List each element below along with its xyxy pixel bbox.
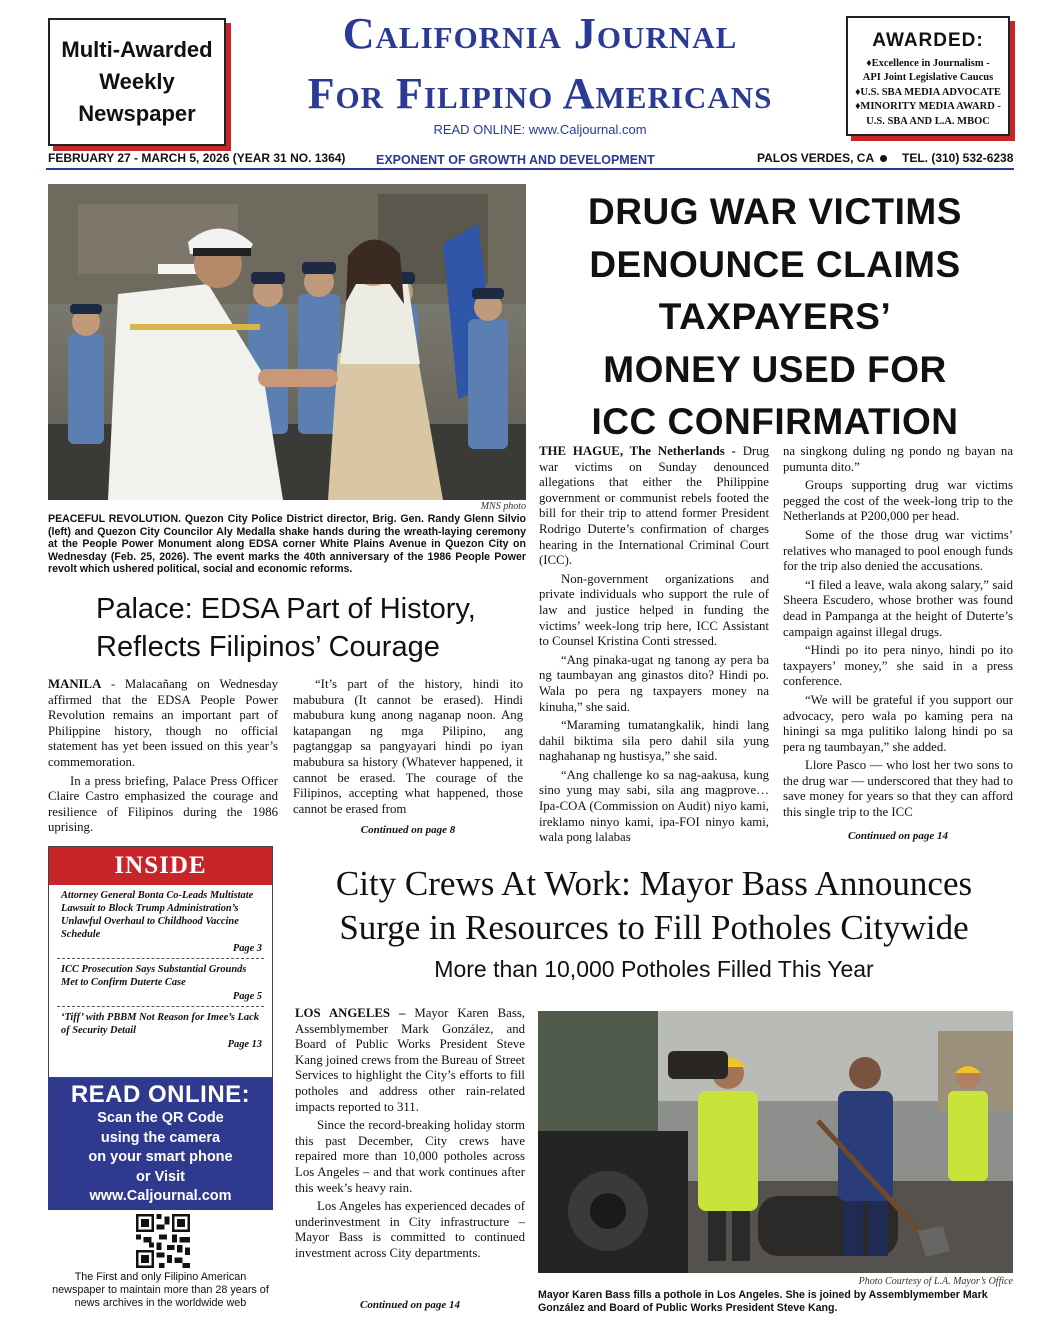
issue-date: FEBRUARY 27 - MARCH 5, 2026 (YEAR 31 NO. 1364): [48, 151, 346, 165]
drug-war-column-2: [783, 444, 1013, 824]
award-line: ♦Excellence in Journalism -: [866, 58, 990, 69]
archive-tagline: The First and only Filipino American newspaper to maintain more than 28 years of news archives in the worldwide web: [52, 1271, 269, 1309]
headline-line: TAXPAYERS’: [658, 296, 892, 337]
qr-code-icon[interactable]: [136, 1214, 190, 1268]
article-paragraph: Since the record-breaking holiday storm this past December, City crews have repaired more than 10,000 potholes across Los Angeles – and that work continues after this week’s heavy rain.: [295, 1118, 525, 1195]
inside-item-title: Attorney General Bonta Co-Leads Multistate Lawsuit to Block Trump Administration’s Unlawful Overhaul to Childhood Vaccine Schedule: [61, 890, 254, 940]
palace-column-1: [48, 677, 278, 839]
masthead-title-line2: For Filipino Americans: [307, 69, 773, 118]
masthead-rule: [46, 168, 1014, 170]
palace-column-2: [293, 677, 523, 820]
read-online-line: using the camera: [100, 1129, 221, 1146]
award-line: ♦MINORITY MEDIA AWARD -: [855, 101, 1001, 113]
read-online-line: Scan the QR Code: [97, 1110, 224, 1126]
masthead-title-line1: California Journal: [342, 9, 738, 58]
inside-item-title: ICC Prosecution Says Substantial Grounds Met to Confirm Duterte Case: [61, 964, 247, 988]
palace-continued-link[interactable]: Continued on page 8: [360, 824, 456, 836]
read-online-line: or Visit: [136, 1168, 185, 1185]
inside-item-page: Page 3: [232, 943, 262, 954]
inside-title: INSIDE: [49, 847, 272, 885]
pothole-illustration: [538, 1011, 1013, 1273]
article-paragraph: Drug war victims on Sunday denounced allegations that either the Philippine government or communist rebels footed the bill for their trip to attend former President Rodrigo Duterte’s confirmation of charges hearing in the International Criminal Court (ICC).: [539, 444, 769, 568]
headline-line: DRUG WAR VICTIMS: [588, 191, 962, 232]
award-line: API Joint Legislative Caucus: [862, 72, 994, 84]
article-paragraph: “Hindi po ito pera ninyo, hindi po ito taxpayers’ money,” she said in a press conference.: [783, 643, 1013, 689]
multi-awarded-box: [48, 18, 226, 146]
edsa-ceremony-photo: [48, 184, 526, 500]
article-paragraph: “Ang challenge ko sa nag-aakusa, kung sino yung may sabi, sila ang magprove… Ipa-COA (Commission on Audit) niyo kami, ireklamo ninyo kami, ipa-FOI ninyo kami, wala pong lalabas: [539, 767, 769, 845]
top-photo-caption: PEACEFUL REVOLUTION. Quezon City Police District director, Brig. Gen. Randy Glenn Silvio (left) and Quezon City Councilor Aly Medalla shake hands during the wreath-laying ceremony at the People Power Monument along EDSA corner White Plains Avenue in Quezon City on Wednesday (Feb. 25, 2026). The event marks the 40th anniversary of the 1986 People Power revolt which ushered political, social and economic reforms.: [48, 513, 526, 576]
article-paragraph: Mayor Karen Bass, Assemblymember Mark González, and Board of Public Works President Steve Kang joined crews from the Bureau of Street Services to highlight the City’s efforts to fill potholes and address other rain-related impacts reported to 311.: [295, 1006, 525, 1114]
article-paragraph: “Maraming tumatangkalik, hindi lang dahil biktima sila pero dahil sila yung naghahanap ng hustisya,” she said.: [539, 718, 769, 764]
awards-box: [846, 16, 1010, 136]
palace-headline[interactable]: [96, 590, 526, 666]
inside-item[interactable]: [49, 1007, 272, 1050]
article-paragraph: na singkong duling ng pondo ng bayan na pumunta dito.”: [783, 444, 1013, 474]
bullet-dot: [880, 155, 887, 162]
inside-item-page: Page 5: [232, 991, 262, 1002]
article-paragraph: Llore Pasco — who lost her two sons to the drug war — underscored that they had to save money for years so that they can afford this single trip to the ICC: [783, 758, 1013, 820]
article-paragraph: “I filed a leave, wala akong salary,” said Sheera Escudero, whose brother was found dead in Pampanga at the height of Duterte’s campaign against illegal drugs.: [783, 577, 1013, 639]
pothole-photo: [538, 1011, 1013, 1273]
city-crews-subhead: More than 10,000 Potholes Filled This Year: [434, 956, 874, 982]
article-paragraph: - Malacañang on Wednesday affirmed that the EDSA People Power Revolution remains an important part of Philippine history, though no official statement has yet been issued on this year’s commemoration.: [48, 677, 278, 769]
left-box-line: Multi-Awarded: [61, 37, 213, 62]
masthead-read-online[interactable]: READ ONLINE: www.Caljournal.com: [433, 122, 647, 137]
pothole-photo-credit: Photo Courtesy of L.A. Mayor’s Office: [858, 1276, 1013, 1287]
headline-line: ICC CONFIRMATION: [591, 401, 959, 442]
headline-line: MONEY USED FOR: [603, 348, 947, 390]
read-online-title: READ ONLINE:: [70, 1081, 251, 1108]
phone: TEL. (310) 532-6238: [902, 151, 1014, 165]
dateline-lead: THE HAGUE, The Netherlands -: [539, 444, 736, 458]
award-line: U.S. SBA AND L.A. MBOC: [866, 115, 990, 127]
inside-box: [48, 846, 273, 1078]
inside-item[interactable]: [49, 885, 272, 954]
inside-item[interactable]: [49, 959, 272, 1002]
award-line: ♦U.S. SBA MEDIA ADVOCATE: [855, 86, 1001, 98]
headline-line: City Crews At Work: Mayor Bass Announces: [335, 864, 973, 903]
inside-item-title: ‘Tiff’ with PBBM Not Reason for Imee’s Lack of Security Detail: [61, 1012, 259, 1036]
article-paragraph: Los Angeles has experienced decades of underinvestment in City infrastructure – Mayor Bass is committed to continued investment across City departments.: [295, 1199, 525, 1260]
headline-line: DENOUNCE CLAIMS: [589, 243, 961, 285]
left-box-line: Weekly: [99, 69, 175, 94]
location: PALOS VERDES, CA: [757, 151, 875, 165]
article-paragraph: Groups supporting drug war victims pegged the cost of the week-long trip to the Netherlands at P200,000 per head.: [783, 478, 1013, 524]
city-crews-headline[interactable]: [296, 862, 1012, 950]
article-paragraph: In a press briefing, Palace Press Officer Claire Castro emphasized the courage and resilience of Filipinos during the 1986 uprising.: [48, 773, 278, 835]
edsa-ceremony-illustration: [48, 184, 526, 500]
article-paragraph: Non-government organizations and private individuals who support the rule of law and justice helped in funding the victims’ week-long trip here, ICC Assistant to Counsel Kristina Conti stressed.: [539, 571, 769, 649]
read-online-line: on your smart phone: [88, 1149, 233, 1165]
left-box-line: Newspaper: [78, 101, 196, 126]
drug-war-column-1: [539, 444, 769, 849]
top-photo-credit: MNS photo: [480, 501, 526, 512]
read-online-box[interactable]: [48, 1078, 273, 1210]
inside-item-page: Page 13: [227, 1039, 262, 1050]
read-online-url[interactable]: www.Caljournal.com: [89, 1188, 232, 1204]
article-paragraph: “It’s part of the history, hindi ito mabubura (It cannot be erased). Hindi mabubura kung anong naganap noon. Ang katapangan ng mga Pilipino, ang pagtanggap sa pangyayari hindi po iyan mabubura sa history (Whatever happened, it cannot be erased. The courage of the Filipinos, accepting what happened, those cannot be erased from: [293, 677, 523, 816]
pothole-photo-caption: Mayor Karen Bass fills a pothole in Los Angeles. She is joined by Assemblymember Mark González and Board of Public Works President Steve Kang.: [538, 1289, 988, 1314]
article-paragraph: “We will be grateful if you support our advocacy, pero wala po kaming pera na hiningi sa mga pulitiko lalong hindi po sa pera ng taumbayan,” she added.: [783, 692, 1013, 754]
drug-war-headline[interactable]: [540, 186, 1010, 449]
drug-war-continued-link[interactable]: Continued on page 14: [848, 830, 948, 842]
headline-line: Surge in Resources to Fill Potholes Citywide: [339, 908, 969, 947]
dateline-lead: LOS ANGELES –: [295, 1006, 406, 1020]
exponent-tagline: EXPONENT OF GROWTH AND DEVELOPMENT: [376, 153, 655, 167]
headline-line: Palace: EDSA Part of History,: [96, 593, 476, 625]
article-paragraph: Some of the those drug war victims’ relatives who managed to pool enough funds for the trip also denied the accusations.: [783, 527, 1013, 574]
city-continued-link[interactable]: Continued on page 14: [360, 1299, 460, 1311]
dateline-lead: MANILA: [48, 677, 102, 691]
city-crews-column: [295, 1006, 525, 1265]
article-paragraph: “Ang pinaka-ugat ng tanong ay pera ba ng taumbayan ang ginastos dito? Hindi po. Wala po pera ng taxpayers money na kinuha,” she said.: [539, 652, 769, 714]
headline-line: Reflects Filipinos’ Courage: [96, 631, 440, 663]
awards-title: AWARDED:: [872, 30, 984, 51]
